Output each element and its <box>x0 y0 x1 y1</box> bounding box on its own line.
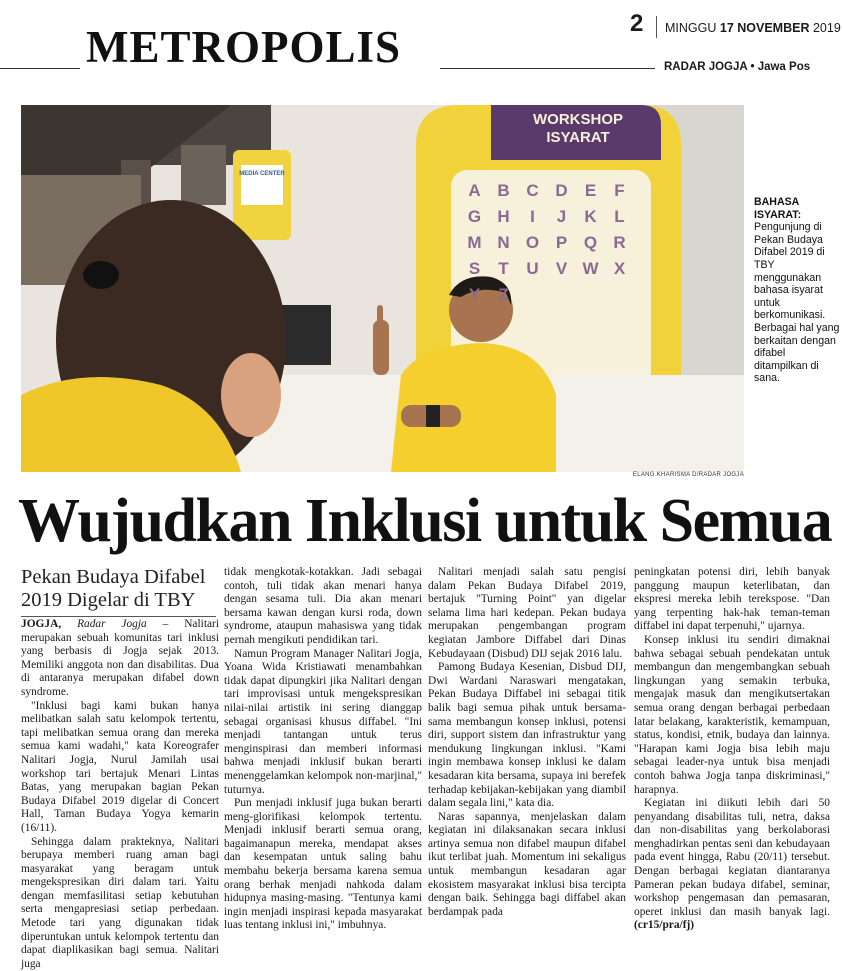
article-paragraph: "Inklusi bagi kami bukan hanya melibatkan salah satu kelompok tertentu, tapi melibatkan semua orang dan mereka semua kami wadahi," kata Koreografer Nalitari Jogja, Nurul Jamilah usai workshop tari bertajuk Menari Lintas Batas, yang merupakan bagian Pekan Budaya Difabel 2019 digelar di Concert Hall, Taman Budaya Yogya kemarin (16/11). <box>21 700 219 836</box>
article-column-3 <box>428 566 626 919</box>
alphabet-letter: A <box>463 180 486 202</box>
alphabet-letter: C <box>521 180 544 202</box>
alphabet-letter: H <box>492 206 515 228</box>
photo-caption <box>754 196 840 385</box>
photo-credit: ELANG KHARISMA D/RADAR JOGJA <box>560 472 744 478</box>
article-paragraph: Pun menjadi inklusif juga bukan berarti meng-glorifikasi kelompok tertentu. Menjadi inklusif berarti semua orang, bagaimanapun mereka, mendapat akses dan kesempatan untuk saling bahu membahu bekerja bersama karena semua orang berhak menjadi nahkoda dalam hidupnya masing-masing. "Tentunya kami ingin menjadi inspirasi kepada masyarakat luas tentang inklusi ini," imbuhnya. <box>224 797 422 933</box>
article-text: Kegiatan ini diikuti lebih dari 50 penyandang disabilitas tuli, netra, daksa dan non-disabilitas yang berkolaborasi menghadirkan pentas seni dan kebudayaan pada event hingga, Rabu (20/11) tersebut. Dengan berbagai kegiatan diantaranya Pameran pekan budaya difabel, seminar, workshop pengemasan dan pemasaran, operet inklusi dan masih banyak lagi. <box>634 797 830 918</box>
alphabet-letter: W <box>579 258 602 280</box>
alphabet-letter: F <box>608 180 631 202</box>
alphabet-letter: M <box>463 232 486 254</box>
headline: Wujudkan Inklusi untuk Semua <box>18 486 828 556</box>
alphabet-letter: E <box>579 180 602 202</box>
masthead-rule-left <box>0 68 80 69</box>
article-paragraph <box>634 797 830 933</box>
author-signature: (cr15/pra/fj) <box>634 919 694 931</box>
article-paragraph: Namun Program Manager Nalitari Jogja, Yoana Wida Kristiawati menambahkan tidak dapat dipungkiri jika Nalitari dengan tari improvisasi untuk mengekspresikan nilai-nilai artistik ini sering dianggap sebagai organisasi khusus diffabel. "Ini menjadi tantangan untuk terus menginspirasi dan memberi informasi bahwa menjadi inklusif bukan berarti menenggelamkan kelompok non-marjinal," tuturnya. <box>224 648 422 798</box>
article-column-1 <box>21 618 219 971</box>
alphabet-letter: P <box>550 232 573 254</box>
alphabet-letter: L <box>608 206 631 228</box>
alphabet-letter: U <box>521 258 544 280</box>
publisher-name: RADAR JOGJA • Jawa Pos <box>664 60 810 74</box>
article-paragraph: Konsep inklusi itu sendiri dimaknai bahwa sebagai sebuah pendekatan untuk membangun dan mengembangkan sebuah lingkungan yang semakin terbuka, mengajak masuk dan mengikutsertakan semua orang dengan berbagai perbedaan latar belakang, karakteristik, kemampuan, status, kondisi, etnik, budaya dan lainnya. "Harapan kami Jogja bisa lebih maju sebagai leader-nya untuk bisa menjadi contoh bahwa Jogja tanpa diskriminasi," harapnya. <box>634 634 830 797</box>
alphabet-letter: S <box>463 258 486 280</box>
alphabet-letter: I <box>521 206 544 228</box>
alphabet-letter: Q <box>579 232 602 254</box>
sign-alphabet-chart <box>463 180 639 306</box>
issue-day: MINGGU <box>665 21 716 35</box>
caption-heading: BAHASA ISYARAT: <box>754 196 840 221</box>
alphabet-letter: Y <box>463 284 486 306</box>
alphabet-letter: Z <box>492 284 515 306</box>
alphabet-letter: O <box>521 232 544 254</box>
news-photo <box>21 105 744 472</box>
alphabet-letter: V <box>550 258 573 280</box>
subhead-rule <box>21 616 216 617</box>
article-column-4 <box>634 566 830 933</box>
caption-text: Pengunjung di Pekan Budaya Difabel 2019 di TBY menggunakan bahasa isyarat untuk berkomunikasi. Berbagai hal yang berkaitan dengan difabel ditampilkan di sana. <box>754 221 839 384</box>
issue-year: 2019 <box>813 21 841 35</box>
article-paragraph <box>21 618 219 700</box>
alphabet-letter: X <box>608 258 631 280</box>
alphabet-letter: J <box>550 206 573 228</box>
article-paragraph: peningkatan potensi diri, lebih banyak panggung maupun keterlibatan, dan ekspresi mereka lebih terekspose. "Dan yang terpenting hak-hak teman-teman diffabel ini dapat terpenuhi," ujarnya. <box>634 566 830 634</box>
alphabet-letter: B <box>492 180 515 202</box>
article-column-2 <box>224 566 422 933</box>
dateline-source: Radar Jogja <box>77 618 147 630</box>
subheadline: Pekan Budaya Difabel 2019 Digelar di TBY <box>21 566 221 612</box>
booth-sign-line1: WORKSHOP <box>497 111 659 129</box>
alphabet-letter: K <box>579 206 602 228</box>
media-center-label: MEDIA CENTER <box>233 171 291 177</box>
dateline-city: JOGJA, <box>21 618 61 630</box>
masthead-rule-right <box>440 68 655 69</box>
masthead-separator <box>656 16 657 38</box>
article-paragraph: tidak mengkotak-kotakkan. Jadi sebagai contoh, tuli tidak akan menari hanya dengan sesama tuli. Dia akan menari bersama kawan dengan kursi roda, down syndrome, ataupun mahasiswa yang tidak pernah mengikuti pendidikan tari. <box>224 566 422 648</box>
issue-date-bold: 17 NOVEMBER <box>720 21 810 35</box>
page-number: 2 <box>630 10 643 38</box>
alphabet-letter: D <box>550 180 573 202</box>
article-paragraph: Sehingga dalam prakteknya, Nalitari berupaya memberi ruang aman bagi masyarakat yang beragam untuk mengekspresikan diri dalam tari. Yaitu dengan memfasilitasi setiap kebutuhan serta mengapresiasi setiap perbedaan. Metode tari yang digunakan tidak diperuntukan untuk kelompok tertentu dan dapat diaplikasikan bagi semua. Nalitari juga <box>21 836 219 971</box>
alphabet-letter: T <box>492 258 515 280</box>
article-paragraph: Pamong Budaya Kesenian, Disbud DIJ, Dwi Wardani Naraswari mengatakan, Pekan Budaya Diffabel ini sebagai titik balik bagi semua pihak untuk bersama-sama membangun konsep inklusi, potensi diri, support sistem dan infrastruktur yang mendukung lingkungan inklusi. "Kami ingin membawa konsep inklusi ke dalam kesadaran kita bersama, supaya ini berefek terhadap kebijakan-kebijakan yang diambil dalam segala lini," kata dia. <box>428 661 626 811</box>
alphabet-letter: N <box>492 232 515 254</box>
article-paragraph: Naras sapannya, menjelaskan dalam kegiatan ini dilaksanakan secara inklusi artinya semua non difabel maupun difabel ikut terlibat juah. Momentum ini sekaligus untuk membangun kesadaran agar ekosistem masyarakat inklusi bisa tercipta dengan baik. Sehingga bagi diffabel akan berdampak pada <box>428 811 626 920</box>
booth-sign-line2: ISYARAT <box>497 129 659 147</box>
article-paragraph: Nalitari menjadi salah satu pengisi dalam Pekan Budaya Difabel 2019, bertajuk "Turning Point" yan digelar selama lima hari kedepan. Pekan budaya merupakan pengembangan program kegiatan Jambore Diffabel dari Dinas Kebudayaan (Disbud) DIJ sejak 2016 lalu. <box>428 566 626 661</box>
issue-date <box>665 20 841 36</box>
article-text: – Nalitari merupakan sebuah komunitas tari inklusi yang berbasis di Jogja sejak 2013. Memiliki anggota non dan disabilitas. Dua di antaranya merupakan difabel down syndrome. <box>21 618 219 698</box>
alphabet-letter: R <box>608 232 631 254</box>
alphabet-letter: G <box>463 206 486 228</box>
section-title: METROPOLIS <box>86 22 401 72</box>
